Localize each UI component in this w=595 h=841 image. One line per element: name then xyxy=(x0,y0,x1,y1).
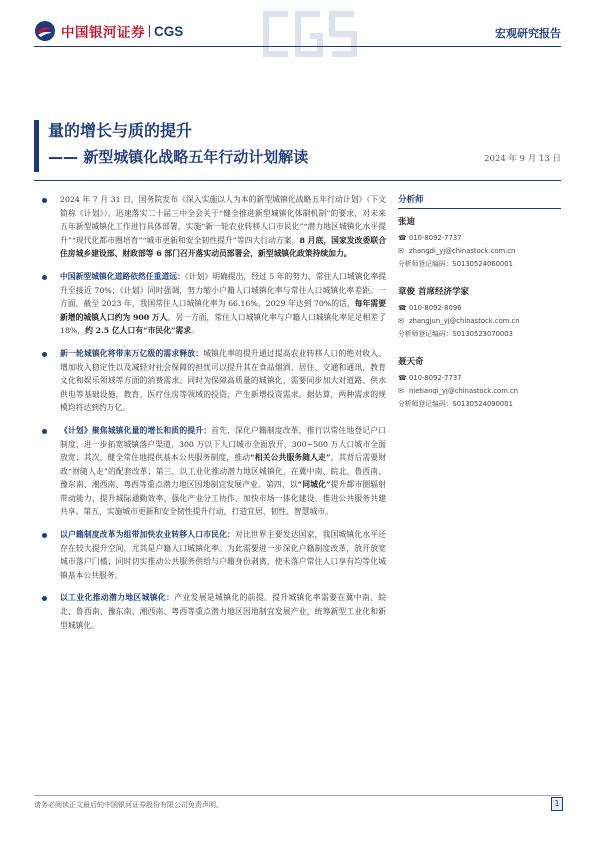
sidebar-heading: 分析师 xyxy=(398,193,561,209)
bullet-lead: 中国新型城镇化道路依然任重道远： xyxy=(60,271,185,281)
bullet-dot-icon xyxy=(42,275,47,280)
report-type: 宏观研究报告 xyxy=(495,27,561,40)
logo-cn: 中国银河证券 xyxy=(61,25,145,41)
bullet-item xyxy=(34,270,386,338)
bullet-lead: 以工业化推动潜力地区城镇化： xyxy=(60,593,175,603)
bullet-dot-icon xyxy=(42,429,47,434)
bullet-tail: ，其背后需要财政“财随人走”的配套改革；第三，以工业化推动潜力地区城镇化，在冀中南、皖北、鲁西南、豫东南、湘西南、粤西等重点潜力地区因地制宜发展产业。第四，以 xyxy=(60,453,387,490)
analyst-email[interactable]: ✉ nietianqi_yj@chinastock.com.cn xyxy=(398,385,561,398)
report-date: 2024 年 9 月 13 日 xyxy=(484,154,561,164)
bullet-text: 首先，深化户籍制度改革，推行以常住地登记户口制度，进一步拓宽城镇落户渠道，300 万以下人口城市全面放开，300~500 万人口城市全面放宽；其次，健全常住地提供基本公共服务制度，推动 xyxy=(60,425,387,463)
logo-mark-icon xyxy=(34,20,56,42)
bullet-bold: 每年需要新增的城镇人口约为 900 万人 xyxy=(60,299,387,322)
analyst-name: 聂天奇 xyxy=(398,357,424,367)
analyst-phone: ☎ 010-8092-7737 xyxy=(398,372,561,385)
analyst-name: 张迪 xyxy=(398,217,416,227)
bullet-item xyxy=(34,347,386,415)
title-accent-bar xyxy=(34,120,39,172)
bullet-item xyxy=(34,591,386,632)
phone-icon: ☎ xyxy=(398,304,407,312)
email-icon: ✉ xyxy=(398,317,404,325)
footer-disclaimer: 请务必阅读正文最后的中国银河证券股份有限公司免责声明。 xyxy=(34,801,223,809)
bullet-tail: 。另一方面，常住人口城镇化率与户籍人口城镇化率足足相差了 18%， xyxy=(60,312,387,336)
analyst-name: 章俊 首席经济学家 xyxy=(398,287,469,297)
summary-bullets xyxy=(34,193,386,641)
logo-en: CGS xyxy=(154,23,184,39)
cgs-watermark-icon xyxy=(258,6,378,62)
analyst-phone: ☎ 010-8092-8096 xyxy=(398,302,561,315)
header-divider xyxy=(34,46,561,47)
analyst-reg-code: 分析师登记编码：S0130524090001 xyxy=(398,400,513,408)
analyst-email[interactable]: ✉ zhangdi_yj@chinastock.com.cn xyxy=(398,245,561,258)
bullet-tail-2: 提升都市圈辐射带动能力，提升城际通勤效率、强化产业分工协作、加快市场一体化建设、推进公共服务共建共享。第五，实施城市更新和安全韧性提升行动，打造宜居、韧性、智慧城市。 xyxy=(60,480,387,517)
analyst-sidebar xyxy=(398,193,561,425)
bullet-text: 产业发展是城镇化的前提。提升城镇化率需要在冀中南、皖北、鲁西南、豫东南、湘西南、粤西等重点潜力地区因地制宜发展产业，统筹新型工业化和新型城镇化。 xyxy=(60,593,387,630)
report-title: 量的增长与质的提升 xyxy=(48,121,193,140)
bullet-text: 2024 年 7 月 31 日，国务院发布《深入实施以人为本的新型城镇化战略五年行动计划》（下文简称《计划》），迅速落实二十届三中全会关于“健全推进新型城镇化体制机制”的要求，对未来五年新型城镇化工作进行具体部署，实施“新一轮农业转移人口市民化”“潜力地区城镇化水平提升”“现代化都市圈培育”“城市更新和安全韧性提升”等四大行动方案， xyxy=(60,195,386,245)
bullet-item xyxy=(34,193,386,261)
analyst-card xyxy=(398,215,561,271)
bullet-lead: 《计划》聚焦城镇化量的增长和质的提升： xyxy=(60,425,212,435)
bullet-text: 城镇化率的提升通过提高农业转移人口的绝对收入、增加收入稳定性以及减轻对社会保障的担忧可以提升其在食品烟酒、居住、交通和通讯、教育文化和娱乐领域等方面的消费需求。同时为保障高质量的城镇化，需要同步加大对道路、供水供电等基础设施，教育、医疗住房等领域的投资，产生新增投资需求。据估算，两种需求的规模均将达到约万亿。 xyxy=(60,348,387,413)
bullet-lead: 以户籍制度改革为组带加快农业转移人口市民化： xyxy=(60,530,236,540)
bullet-item xyxy=(34,528,386,582)
analyst-reg-code: 分析师登记编码：S0130523070003 xyxy=(398,330,513,338)
bullet-dot-icon xyxy=(42,198,47,203)
bullet-text: 《计划》明确提出，经过 5 年的努力，常住人口城镇化率提升至接近 70%；《计划》同时强调，努力缩小户籍人口城镇化率与常住人口城镇化率差距。一方面，截至 2023 年，我国常住人口城镇化率为 66.16%，2029 年达到 70%的话， xyxy=(60,271,387,309)
bullet-dot-icon xyxy=(42,596,47,601)
email-icon: ✉ xyxy=(398,247,404,255)
phone-icon: ☎ xyxy=(398,374,407,382)
analyst-phone: ☎ 010-8092-7737 xyxy=(398,232,561,245)
bullet-bold: “相关公共服务随人走” xyxy=(250,453,331,463)
bullet-text: 对比世界主要发达国家，我国城镇化水平还存在较大提升空间，尤其是户籍人口城镇化率。为此需要进一步深化户籍制度改革，放开放宽城市落户门槛；同时切实推动公共服务供给与户籍身份剥离，使未落户常住人口享有均等化城镇基本公共服务。 xyxy=(60,530,387,580)
analyst-card xyxy=(398,355,561,411)
company-logo xyxy=(34,20,183,42)
bullet-lead: 新一轮城镇化将带来万亿级的需求释放： xyxy=(60,348,204,358)
bullet-dot-icon xyxy=(42,533,47,538)
page-header xyxy=(0,0,595,62)
report-subtitle: —— 新型城镇化战略五年行动计划解读 xyxy=(48,148,309,166)
footer-divider xyxy=(34,795,561,796)
bullet-dot-icon xyxy=(42,352,47,357)
bullet-bold-2: 约 2.5 亿人口有“市民化”需求 xyxy=(85,326,192,336)
analyst-card xyxy=(398,285,561,341)
bullet-item xyxy=(34,424,386,519)
phone-icon: ☎ xyxy=(398,234,407,242)
bullet-tail-2: 。 xyxy=(191,326,199,336)
analyst-email[interactable]: ✉ zhangjun_yj@chinastock.com.cn xyxy=(398,315,561,328)
email-icon: ✉ xyxy=(398,387,404,395)
page-number: 1 xyxy=(551,797,563,811)
bullet-bold-2: “同城化” xyxy=(297,480,331,490)
analyst-reg-code: 分析师登记编码：S0130524060001 xyxy=(398,260,513,268)
bullet-bold: 8 月底，国家发改委联合住房城乡建设部、财政部等 6 部门召开落实动员部署会，新型城镇化政策持续加力。 xyxy=(60,235,386,259)
logo-separator xyxy=(149,25,150,37)
title-divider xyxy=(34,180,561,181)
